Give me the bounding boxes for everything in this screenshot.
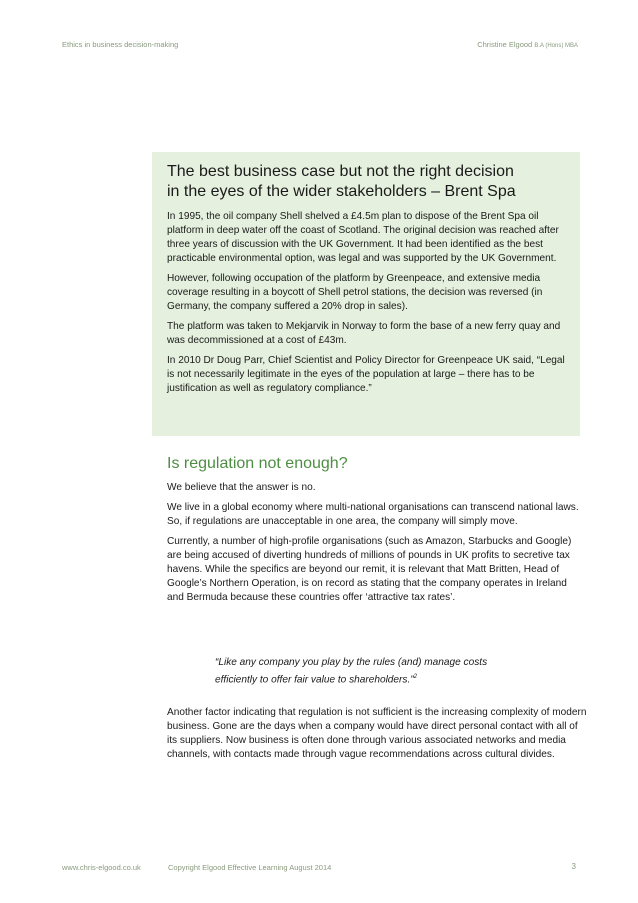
pull-quote xyxy=(215,655,505,687)
body-paragraph-closing: Another factor indicating that regulation is not sufficient is the increasing complexity of modern business. Gone are the days when a company would have direct personal contact with all of its suppliers. Now business is often done through various associated networks and media channels, with contacts made through vague recommendations across cultural divides. xyxy=(167,707,587,760)
page-number: 3 xyxy=(571,862,576,871)
case-study-paragraph: In 1995, the oil company Shell shelved a £4.5m plan to dispose of the Brent Spa oil platform in deep water off the coast of Scotland. The original decision was reached after three years of discussion with the UK Government. It had been identified as the best practicable environmental option, was legal and was supported by the UK Government. xyxy=(167,211,559,264)
section-heading: Is regulation not enough? xyxy=(167,455,348,472)
author-name: Christine Elgood xyxy=(477,40,533,49)
case-study-paragraph: The platform was taken to Mekjarvik in Norway to form the base of a new ferry quay and was decommissioned at a cost of £43m. xyxy=(167,321,561,346)
running-header-author xyxy=(477,40,578,49)
body-paragraph: We believe that the answer is no. xyxy=(167,482,316,493)
case-study-box xyxy=(152,152,580,436)
case-study-title-line-1: The best business case but not the right decision xyxy=(167,163,514,180)
case-study-title xyxy=(167,162,566,202)
pull-quote-text: “Like any company you play by the rules (and) manage costs efficiently to offer fair value to shareholders.” xyxy=(215,657,488,686)
footer-website: www.chris-elgood.co.uk xyxy=(62,863,141,872)
footnote-ref: 2 xyxy=(413,674,417,680)
case-study-paragraph: However, following occupation of the platform by Greenpeace, and extensive media coverage resulting in a boycott of Shell petrol stations, the decision was reversed (in Germany, the company suffered a 20% drop in sales). xyxy=(167,273,543,312)
footer-copyright: Copyright Elgood Effective Learning August 2014 xyxy=(168,863,332,872)
running-header-title: Ethics in business decision-making xyxy=(62,40,179,49)
case-study-title-line-2: in the eyes of the wider stakeholders – Brent Spa xyxy=(167,183,516,200)
author-qualifications: B.A (Hons) MBA xyxy=(534,43,578,49)
body-paragraph: Currently, a number of high-profile organisations (such as Amazon, Starbucks and Google) are being accused of diverting hundreds of millions of pounds in UK profits to secretive tax havens. While the specifics are beyond our remit, it is relevant that Matt Britten, Head of Google’s Northern Operation, is on record as stating that the company operates in Ireland and Bermuda because these countries offer ‘attractive tax rates’. xyxy=(167,536,572,603)
case-study-paragraph: In 2010 Dr Doug Parr, Chief Scientist and Policy Director for Greenpeace UK said, “Legal is not necessarily legitimate in the eyes of the population at large – there has to be justification as well as regulatory compliance.” xyxy=(167,355,565,394)
body-paragraph: We live in a global economy where multi-national organisations can transcend national laws. So, if regulations are unacceptable in one area, the company will simply move. xyxy=(167,502,579,527)
main-section xyxy=(167,454,585,611)
